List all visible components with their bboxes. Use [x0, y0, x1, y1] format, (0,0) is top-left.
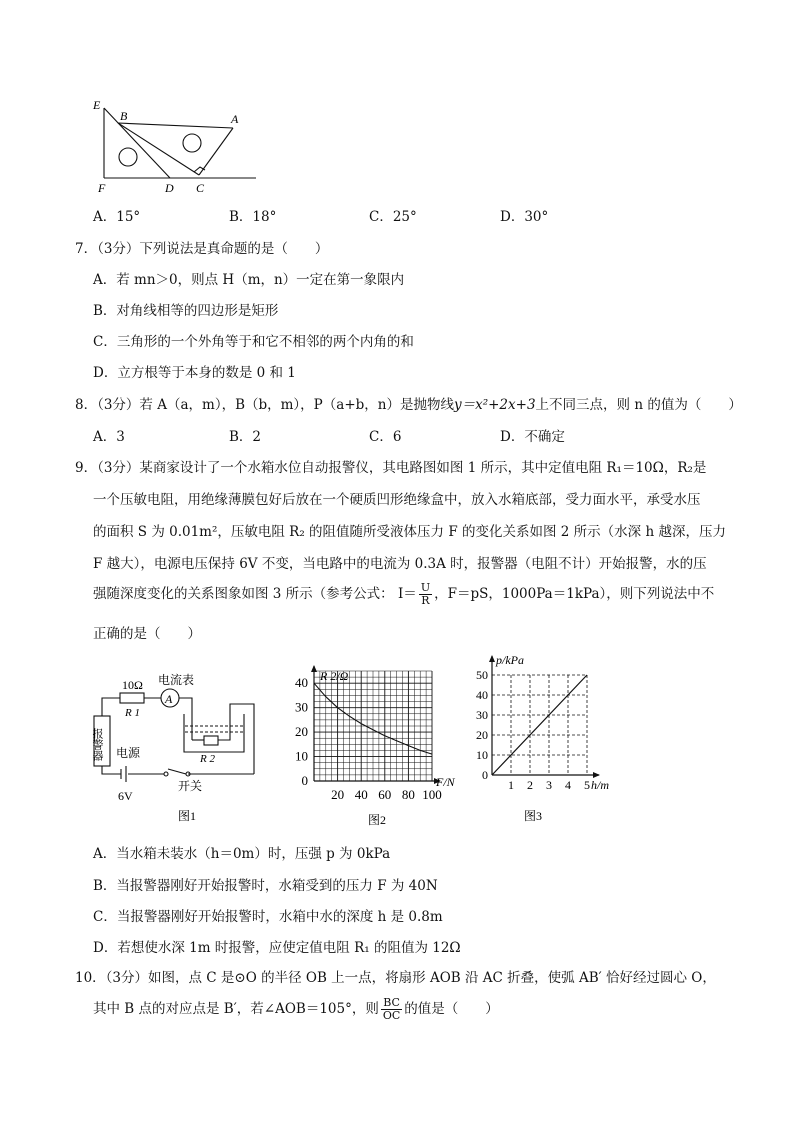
- r2-label: R 2: [200, 753, 215, 765]
- water-tank: [184, 714, 244, 752]
- q7-option-d[interactable]: D．立方根等于本身的数是 0 和 1: [93, 365, 296, 381]
- q6-triangle-figure: [88, 96, 268, 196]
- fig3-axes: [489, 655, 600, 778]
- fig2-y-tick-label: 20: [295, 724, 308, 740]
- q9-option-c[interactable]: C．当报警器刚好开始报警时，水箱中水的深度 h 是 0.8m: [93, 909, 443, 925]
- q9-line-5: [93, 582, 714, 607]
- fig2-x-tick-label: 60: [378, 787, 392, 802]
- r1-value-label: 10Ω: [122, 678, 143, 692]
- fig2-xlabel: F/N: [436, 775, 455, 789]
- q9-line-5-suffix: ，F＝pS，1000Pa＝1kPa），则下列说法中不: [434, 586, 715, 602]
- fig2-y-arrow: [311, 665, 317, 672]
- fig3-y-tick-label: 40: [476, 688, 488, 702]
- q9-line-1: 9．（3分）某商家设计了一个水箱水位自动报警仪，其电路图如图 1 所示，其中定值电阻 R₁＝10Ω，R₂是: [75, 460, 707, 476]
- ammeter-symbol: A: [165, 692, 173, 706]
- q8-stem: [75, 393, 742, 413]
- fig3-caption: 图3: [524, 809, 543, 823]
- formula-fraction: [419, 582, 432, 606]
- q8-stem-prefix: 8．（3分）若 A（a，m），B（b，m），P（a+b，n）是抛物线: [75, 397, 454, 413]
- switch-blade: [168, 769, 186, 774]
- fig2-chart: [288, 664, 464, 829]
- fig2-y-tick-label: 0: [301, 773, 308, 788]
- q8-option-d[interactable]: D．不确定: [500, 429, 565, 445]
- q10-fraction: [381, 997, 402, 1021]
- formula-numerator: U: [420, 581, 431, 595]
- figure-line-ba: [118, 123, 233, 128]
- switch-label: 开关: [178, 779, 203, 793]
- formula-denominator: R: [421, 594, 430, 607]
- q9-line-2: 一个压敏电阻，用绝缘薄膜包好后放在一个硬质凹形绝缘盒中，放入水箱底部，受力面水平，承受水压: [93, 492, 701, 508]
- fig3-y-tick-label: 30: [476, 708, 488, 722]
- fig3-y-tick-label: 20: [476, 728, 488, 742]
- q7-option-c[interactable]: C．三角形的一个外角等于和它不相邻的两个内角的和: [93, 334, 414, 350]
- fig3-y-arrow: [489, 655, 495, 662]
- label-b: B: [120, 109, 128, 123]
- fig2-y-tick-label: 10: [295, 748, 308, 764]
- right-angle-mark: [194, 167, 205, 172]
- fig2-x-tick-label: 40: [354, 787, 368, 802]
- q9-option-a[interactable]: A．当水箱未装水（h＝0m）时，压强 p 为 0kPa: [93, 846, 391, 862]
- q9-option-d[interactable]: D．若想使水深 1m 时报警，应使定值电阻 R₁ 的阻值为 12Ω: [93, 940, 461, 956]
- power-label: 电源: [116, 746, 141, 760]
- q10-fraction-num: BC: [381, 997, 402, 1010]
- fig2-caption: 图2: [368, 813, 387, 827]
- resistor-r2: [204, 736, 218, 745]
- fig2-y-tick-label: 30: [295, 699, 308, 715]
- q7-stem: 7．（3分）下列说法是真命题的是（ ）: [75, 241, 329, 257]
- switch-contact-left: [164, 772, 168, 776]
- fig2-x-tick-label: 100: [422, 787, 442, 802]
- fig3-y-tick-label: 50: [476, 668, 488, 682]
- q10-fraction-den: OC: [382, 1009, 401, 1022]
- label-e: E: [93, 98, 101, 112]
- figure-line-ed: [104, 108, 170, 178]
- formula-i: I＝: [397, 586, 417, 602]
- q9-line-5-prefix: 强随深度变化的关系图象如图 3 所示（参考公式：: [93, 586, 394, 602]
- fig2-y-tick-label: 40: [295, 675, 308, 691]
- ammeter-title: 电流表: [158, 673, 195, 687]
- fig2-ylabel: R 2/Ω: [320, 669, 349, 683]
- q7-option-b[interactable]: B．对角线相等的四边形是矩形: [93, 303, 279, 319]
- q6-option-b[interactable]: B．18°: [229, 209, 277, 225]
- q6-option-c[interactable]: C．25°: [369, 209, 417, 225]
- fig2-x-tick-label: 80: [401, 787, 415, 802]
- figure-circle-left: [119, 148, 137, 166]
- fig3-x-tick-label: 5: [584, 778, 590, 792]
- fig3-series-line: [492, 675, 587, 775]
- fig1-circuit: [88, 668, 278, 828]
- fig2-grid: [314, 671, 432, 781]
- q10-line-2: [93, 997, 499, 1022]
- q8-option-a[interactable]: A．3: [93, 429, 125, 445]
- figure-line-ac: [199, 128, 233, 175]
- fig3-y-tick-label: 0: [482, 768, 488, 782]
- q10-line-2-prefix: 其中 B 点的对应点是 B′，若∠AOB＝105°，则: [93, 1001, 379, 1017]
- q9-line-3: 的面积 S 为 0.01m²，压敏电阻 R₂ 的阻值随所受液体压力 F 的变化关系如图 2 所示（水深 h 越深，压力: [93, 524, 726, 540]
- wire-battery-left: [102, 766, 121, 774]
- label-a: A: [231, 112, 239, 126]
- resistor-r1: [120, 693, 144, 703]
- q8-stem-suffix: 上不同三点，则 n 的值为（ ）: [535, 397, 742, 413]
- q10-line-1: 10．（3分）如图，点 C 是⊙O 的半径 OB 上一点，将扇形 AOB 沿 AC 折叠，使弧 AB′ 恰好经过圆心 O，: [75, 970, 716, 986]
- label-c: C: [196, 181, 205, 195]
- q6-option-a[interactable]: A．15°: [93, 209, 141, 225]
- wire-r2-right: [218, 704, 254, 774]
- fig3-x-tick-label: 4: [565, 778, 571, 792]
- alarm-label: 报警器: [91, 728, 103, 761]
- q9-line-6: 正确的是（ ）: [93, 626, 201, 642]
- wire-ammeter-tank: [179, 698, 192, 726]
- figure-line-bc: [118, 123, 199, 175]
- wire-top: [102, 698, 120, 716]
- fig1-caption: 图1: [178, 809, 197, 823]
- q8-option-c[interactable]: C．6: [369, 429, 402, 445]
- fig3-ylabel: p/kPa: [496, 653, 524, 667]
- fig3-x-tick-label: 3: [546, 778, 552, 792]
- label-d: D: [165, 181, 174, 195]
- q8-parabola-expr: y＝x²+2x+3: [453, 397, 536, 413]
- fig3-y-tick-label: 10: [476, 748, 488, 762]
- q9-line-4: F 越大），电源电压保持 6V 不变，当电路中的电流为 0.3A 时，报警器（电阻不计）开始报警，水的压: [93, 556, 707, 572]
- q10-line-2-suffix: 的值是（ ）: [404, 1001, 499, 1017]
- voltage-label: 6V: [118, 789, 133, 803]
- q9-option-b[interactable]: B．当报警器刚好开始报警时，水箱受到的压力 F 为 40N: [93, 878, 438, 894]
- label-f: F: [98, 181, 106, 195]
- fig2-x-tick-label: 20: [331, 787, 345, 802]
- figure-circle-right: [183, 134, 201, 152]
- q8-option-b[interactable]: B．2: [229, 429, 262, 445]
- fig3-chart: [468, 648, 628, 828]
- q7-option-a[interactable]: A．若 mn＞0，则点 H（m，n）一定在第一象限内: [93, 272, 405, 288]
- r1-label: R 1: [125, 707, 140, 719]
- fig3-x-tick-label: 1: [508, 778, 514, 792]
- fig2-ticks: [295, 675, 442, 802]
- fig3-x-tick-label: 2: [527, 778, 533, 792]
- fig3-xlabel: h/m: [591, 778, 609, 792]
- q6-option-d[interactable]: D．30°: [500, 209, 549, 225]
